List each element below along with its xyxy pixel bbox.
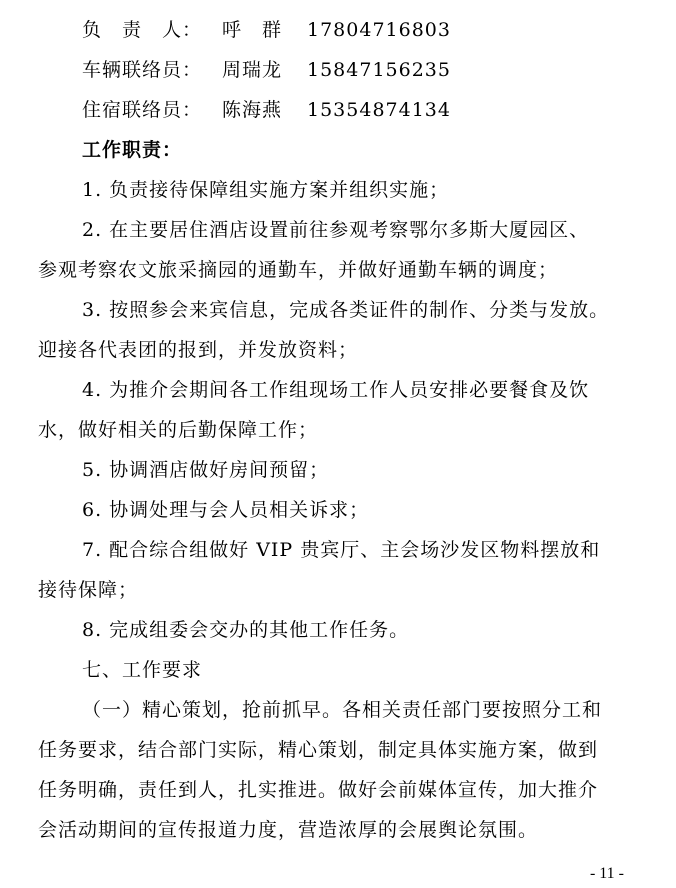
requirement-line: 任务明确，责任到人，扎实推进。做好会前媒体宣传，加大推介 [38, 779, 599, 801]
contact-phone: 15354874134 [307, 99, 451, 121]
duty-line: 参观考察农文旅采摘园的通勤车，并做好通勤车辆的调度； [38, 259, 559, 281]
duty-line: 1. 负责接待保障组实施方案并组织实施； [82, 179, 450, 201]
contact-label: 负 责 人： [82, 19, 203, 41]
duty-line: 接待保障； [38, 579, 139, 601]
requirement-line: （一）精心策划，抢前抓早。各相关责任部门要按照分工和 [82, 699, 603, 721]
requirement-line: 会活动期间的宣传报道力度，营造浓厚的会展舆论氛围。 [38, 819, 539, 841]
page-number: - 11 - [589, 865, 624, 882]
duty-line: 5. 协调酒店做好房间预留； [82, 459, 330, 481]
contact-label: 车辆联络员： [82, 59, 203, 81]
contact-row-vehicle [82, 57, 451, 83]
duty-line: 水，做好相关的后勤保障工作； [38, 419, 319, 441]
contact-row-leader [82, 17, 451, 43]
contact-row-lodging [82, 97, 451, 123]
contact-name: 陈海燕 [222, 99, 283, 121]
section-title: 七、工作要求 [82, 659, 203, 681]
contact-label: 住宿联络员： [82, 99, 203, 121]
duties-title: 工作职责： [82, 139, 183, 161]
contact-phone: 15847156235 [307, 59, 451, 81]
duty-line: 8. 完成组委会交办的其他工作任务。 [82, 619, 410, 641]
requirement-line: 任务要求，结合部门实际，精心策划，制定具体实施方案，做到 [38, 739, 599, 761]
duty-line: 迎接各代表团的报到，并发放资料； [38, 339, 359, 361]
contact-phone: 17804716803 [307, 19, 451, 41]
duty-line: 6. 协调处理与会人员相关诉求； [82, 499, 370, 521]
contact-name: 周瑞龙 [222, 59, 283, 81]
duty-line: 7. 配合综合组做好 VIP 贵宾厅、主会场沙发区物料摆放和 [82, 539, 601, 561]
duty-line: 2. 在主要居住酒店设置前往参观考察鄂尔多斯大厦园区、 [82, 219, 590, 241]
duty-line: 3. 按照参会来宾信息，完成各类证件的制作、分类与发放。 [82, 299, 610, 321]
contact-name: 呼 群 [222, 19, 283, 41]
duty-line: 4. 为推介会期间各工作组现场工作人员安排必要餐食及饮 [82, 379, 590, 401]
